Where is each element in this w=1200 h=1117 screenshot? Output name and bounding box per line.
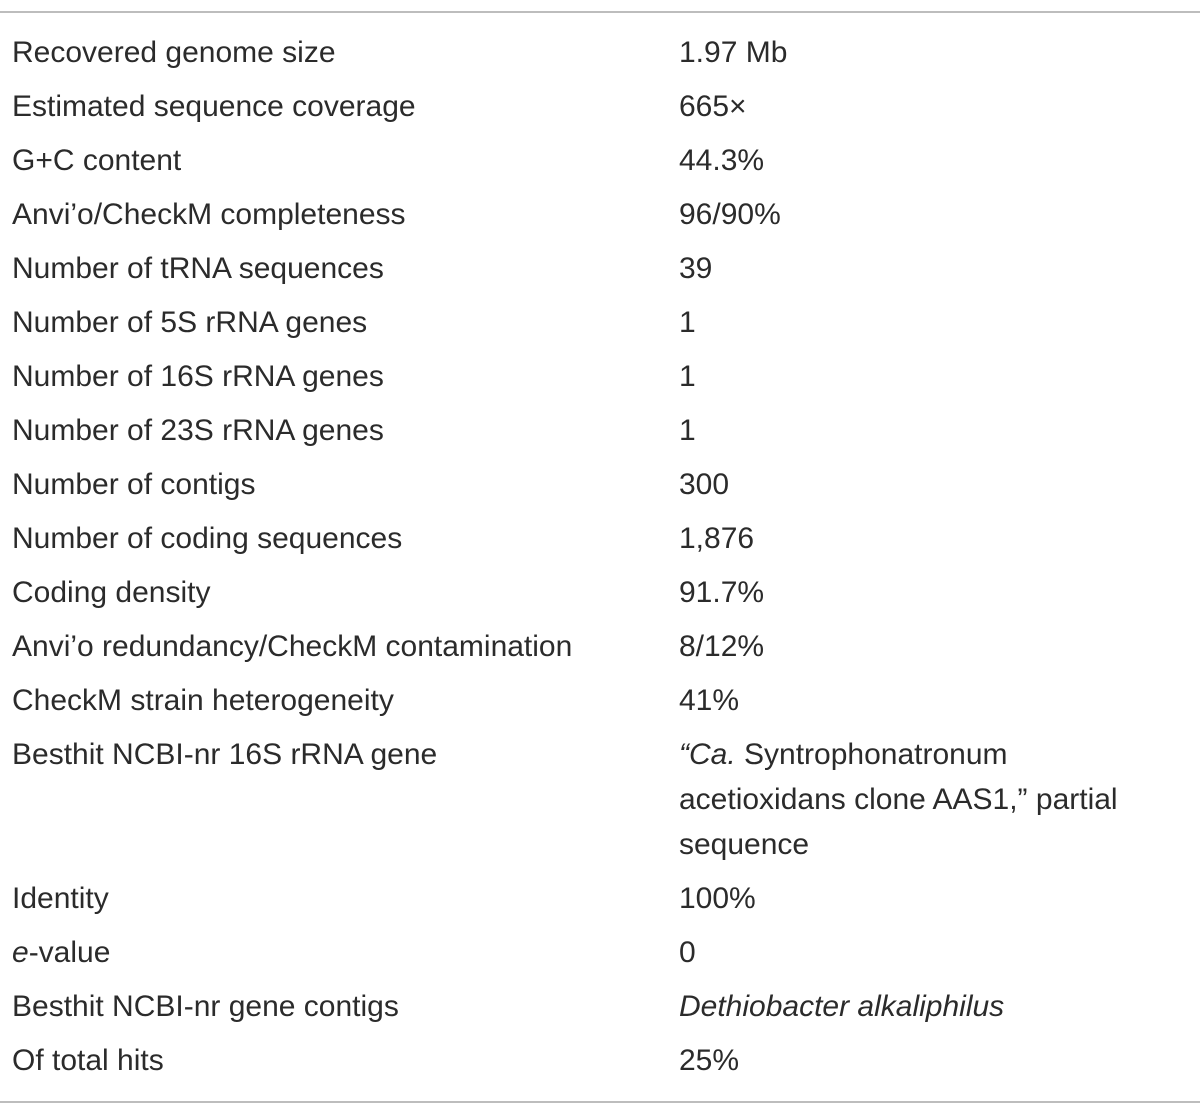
row-value	[666, 728, 1200, 872]
row-label: Coding density	[12, 576, 211, 609]
row-label: G+C content	[12, 144, 182, 177]
table-row	[0, 674, 1200, 728]
table-row	[0, 728, 1200, 872]
row-value: 91.7%	[679, 576, 765, 609]
row-label: Number of 23S rRNA genes	[12, 414, 384, 447]
row-label: Number of coding sequences	[12, 522, 403, 555]
row-label: Number of 16S rRNA genes	[12, 360, 384, 393]
table-row	[0, 188, 1200, 242]
row-value-text: Syntrophonatronum acetioxidans clone AAS1,” partial sequence	[679, 738, 1118, 861]
row-value: 8/12%	[679, 630, 765, 663]
table-row	[0, 566, 1200, 620]
table-row	[0, 1034, 1200, 1088]
row-label: Besthit NCBI-nr 16S rRNA gene	[12, 738, 438, 771]
row-label	[0, 926, 666, 980]
table-row	[0, 404, 1200, 458]
genome-stats-table	[0, 26, 1200, 1088]
row-value: 41%	[679, 684, 740, 717]
row-label: Number of 5S rRNA genes	[12, 306, 368, 339]
row-label: Number of tRNA sequences	[12, 252, 384, 285]
table-row	[0, 926, 1200, 980]
table-row	[0, 872, 1200, 926]
row-value: 100%	[679, 882, 756, 915]
row-value: 1	[679, 414, 696, 447]
table-row	[0, 458, 1200, 512]
row-value: Dethiobacter alkaliphilus	[679, 990, 1005, 1023]
row-value: 44.3%	[679, 144, 765, 177]
table-row	[0, 620, 1200, 674]
bottom-rule	[0, 1101, 1200, 1103]
row-label-italic: e	[12, 936, 29, 969]
row-label: Anvi’o/CheckM completeness	[12, 198, 406, 231]
table-row	[0, 134, 1200, 188]
table-row	[0, 296, 1200, 350]
row-value: 1	[679, 360, 696, 393]
table-row	[0, 350, 1200, 404]
row-label: Estimated sequence coverage	[12, 90, 416, 123]
table-row	[0, 512, 1200, 566]
row-value: 0	[679, 936, 696, 969]
table-row	[0, 80, 1200, 134]
row-label-text: -value	[28, 936, 111, 969]
table-row	[0, 26, 1200, 80]
row-label: Anvi’o redundancy/CheckM contamination	[12, 630, 573, 663]
row-label: Recovered genome size	[12, 36, 336, 69]
row-label: Identity	[12, 882, 109, 915]
row-value: 39	[679, 252, 713, 285]
row-value-italic: “Ca.	[679, 738, 736, 771]
row-label: Of total hits	[12, 1044, 164, 1077]
table-row	[0, 980, 1200, 1034]
row-label: CheckM strain heterogeneity	[12, 684, 394, 717]
row-label: Number of contigs	[12, 468, 256, 501]
row-value: 96/90%	[679, 198, 781, 231]
row-value: 25%	[679, 1044, 740, 1077]
row-label: Besthit NCBI-nr gene contigs	[12, 990, 399, 1023]
row-value: 1,876	[679, 522, 755, 555]
row-value: 1	[679, 306, 696, 339]
row-value: 300	[679, 468, 730, 501]
row-value: 1.97 Mb	[679, 36, 788, 69]
top-rule	[0, 11, 1200, 13]
table-row	[0, 242, 1200, 296]
row-value: 665×	[679, 90, 747, 123]
